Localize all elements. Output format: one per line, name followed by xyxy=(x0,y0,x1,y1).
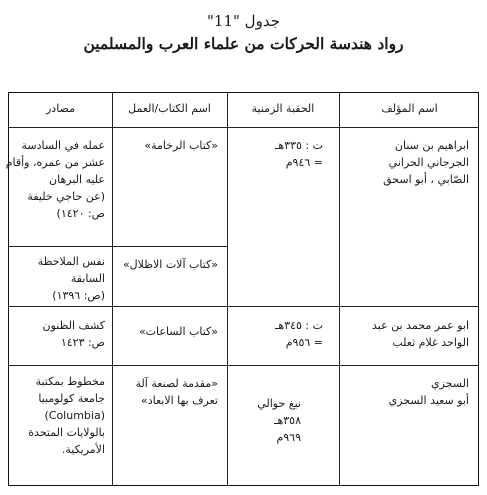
author-line: السجزي xyxy=(430,377,469,390)
period-cell xyxy=(231,137,323,171)
period-line: ٣٥٨هـ xyxy=(274,414,301,427)
source-line: عليه البرهان xyxy=(49,173,105,186)
author-cell xyxy=(343,137,469,188)
work-title-line: «كتاب الساعات» xyxy=(138,325,218,338)
source-line: كشف الظنون xyxy=(42,319,105,332)
work-cell xyxy=(116,323,218,340)
work-title-line: «مقدمة لصنعة آلة xyxy=(135,377,218,390)
source-line: مخطوط بمكتبة xyxy=(35,375,105,388)
sources-cell xyxy=(13,253,105,304)
pioneers-table xyxy=(5,92,479,486)
author-line: أبو سعيد السجزي xyxy=(388,394,469,407)
header-divider xyxy=(9,127,478,128)
source-line: (ص: ١٣٩٦) xyxy=(52,289,105,302)
author-cell xyxy=(343,375,469,409)
work-title-line: «كتاب الرخامة» xyxy=(144,139,218,152)
sources-cell xyxy=(13,317,105,351)
source-line: ص: ١٤٢٣ xyxy=(60,336,105,349)
source-line: عشر من عمره، وأقام xyxy=(5,156,105,169)
period-line: = ٩٤٦م xyxy=(285,156,323,169)
period-cell xyxy=(231,317,323,351)
source-line: الأمريكية. xyxy=(61,443,105,456)
author-line: الصّابي ، أبو اسحق xyxy=(383,173,469,186)
header-sources: مصادر xyxy=(46,102,75,115)
column-divider xyxy=(112,93,113,485)
source-line: ص: ١٤٢٠) xyxy=(56,207,105,220)
author-line: الواحد غلام ثعلب xyxy=(392,336,469,349)
column-divider xyxy=(227,93,228,485)
header-author: اسم المؤلف xyxy=(381,102,438,115)
period-line: ت : ٣٤٥هـ xyxy=(275,319,323,332)
period-line: = ٩٥٦م xyxy=(285,336,323,349)
sources-cell xyxy=(13,373,105,458)
period-line: ٩٦٩م xyxy=(276,431,301,444)
work-cell xyxy=(116,256,218,273)
header-work: اسم الكتاب/العمل xyxy=(128,102,211,115)
period-line: نبغ حوالي xyxy=(257,397,301,410)
source-line: جامعة كولومبيا xyxy=(38,392,105,405)
period-cell xyxy=(231,395,301,446)
column-divider xyxy=(339,93,340,485)
source-line: عمله في السادسة xyxy=(21,139,105,152)
source-line: (Columbia) xyxy=(44,409,105,422)
source-line: (عن حاجي خليفة xyxy=(27,190,105,203)
author-line: الجرجاني الحراني xyxy=(388,156,469,169)
table-title: رواد هندسة الحركات من علماء العرب والمسلمين xyxy=(83,34,404,53)
work-cell xyxy=(116,137,218,154)
author-cell xyxy=(343,317,469,351)
sources-cell xyxy=(5,137,105,222)
work-cell xyxy=(116,375,218,409)
period-line: ت : ٣٣٥هـ xyxy=(275,139,323,152)
source-line: نفس الملاحظة xyxy=(37,255,105,268)
header-period: الحقبة الزمنية xyxy=(251,102,315,115)
author-line: ابراهيم بن سنان xyxy=(394,139,469,152)
source-line: السابقة xyxy=(70,272,105,285)
author-line: ابو عمر محمد بن عبد xyxy=(372,319,469,332)
row-divider xyxy=(9,306,478,307)
work-title-line: «كتاب آلات الاظلال» xyxy=(122,258,218,271)
row-divider xyxy=(9,365,478,366)
table-number: جدول "11" xyxy=(207,12,280,30)
work-divider xyxy=(9,246,227,247)
source-line: بالولايات المتحدة xyxy=(28,426,105,439)
work-title-line: تعرف بها الابعاد» xyxy=(141,394,218,407)
